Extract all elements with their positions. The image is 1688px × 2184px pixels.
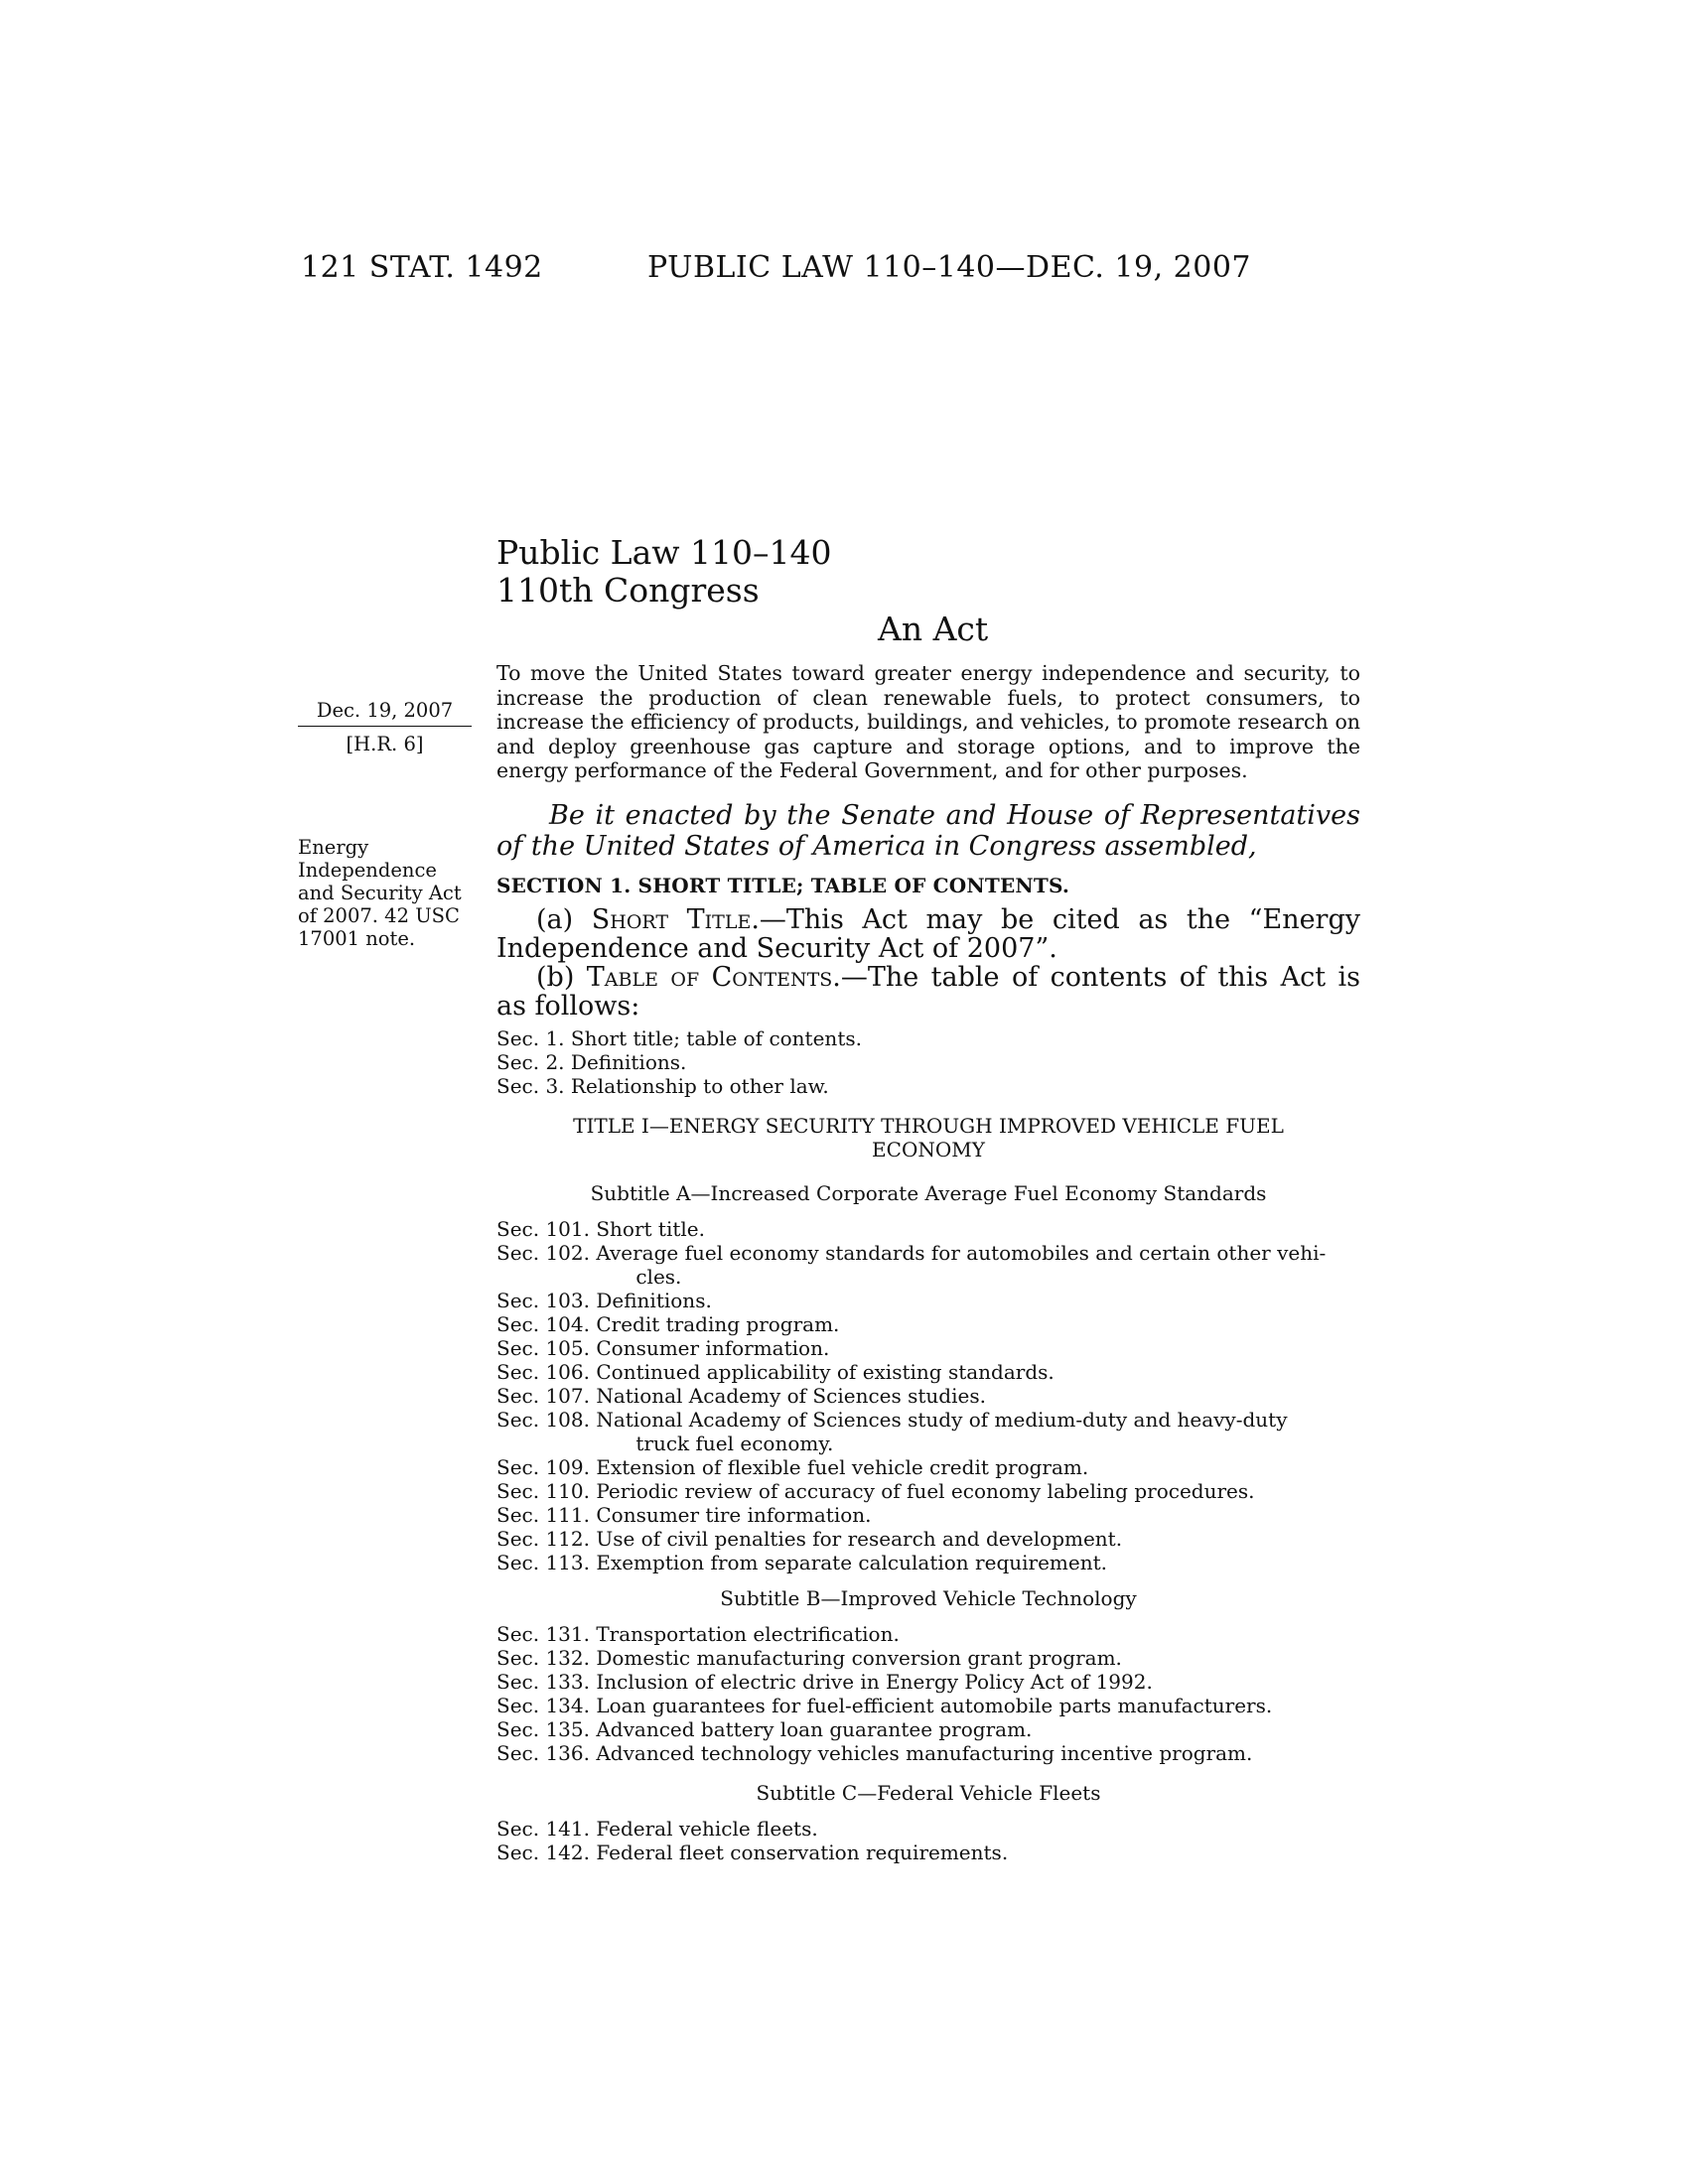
- subtitle-c-list: [496, 1817, 1360, 1864]
- toc-item: Sec. 3. Relationship to other law.: [496, 1074, 829, 1098]
- subtitle-a-list: [496, 1217, 1360, 1574]
- act-purpose: To move the United States toward greater energy independence and security, to increase the production of clean renewable fuels, to protect consumers, to increase the efficiency of products, buildings, and vehicles, to promote research on and deploy greenhouse gas capture and storage options, and to improve the energy performance of the Federal Government, and for other purposes.: [496, 661, 1360, 782]
- subtitle-a-heading: Subtitle A—Increased Corporate Average Fuel Economy Standards: [590, 1181, 1267, 1205]
- toc-item: Sec. 136. Advanced technology vehicles manufacturing incentive program.: [496, 1741, 1253, 1765]
- toc-item: Sec. 104. Credit trading program.: [496, 1312, 840, 1336]
- toc-item: Sec. 105. Consumer information.: [496, 1336, 830, 1360]
- margin-date-block: [298, 699, 472, 755]
- toc-item: Sec. 103. Definitions.: [496, 1289, 712, 1312]
- congress-number: 110th Congress: [496, 571, 760, 610]
- toc-item: Sec. 134. Loan guarantees for fuel-efficient automobile parts manufacturers.: [496, 1694, 1273, 1717]
- toc-item: Sec. 109. Extension of flexible fuel vehicle credit program.: [496, 1455, 1089, 1479]
- title-block: [496, 534, 831, 610]
- margin-note-short-title: Energy Independence and Security Act of 2007. 42 USC 17001 note.: [298, 836, 462, 950]
- toc-item: Sec. 131. Transportation electrification.: [496, 1622, 900, 1646]
- an-act-heading: An Act: [878, 610, 989, 648]
- section-1-b: (b) Table of Contents.—The table of contents of this Act is as follows:: [496, 962, 1360, 1022]
- toc-item: Sec. 1. Short title; table of contents.: [496, 1026, 862, 1050]
- toc-item: Sec. 141. Federal vehicle fleets.: [496, 1817, 818, 1841]
- stat-page-number: 121 STAT. 1492: [301, 250, 543, 285]
- public-law-number: Public Law 110–140: [496, 533, 832, 572]
- toc-item: Sec. 2. Definitions.: [496, 1050, 687, 1074]
- section-1-a: (a) Short Title.—This Act may be cited as the “Energy Independence and Security Act of 2007”.: [496, 904, 1361, 964]
- running-head: PUBLIC LAW 110–140—DEC. 19, 2007: [647, 250, 1252, 285]
- toc-item: Sec. 113. Exemption from separate calculation requirement.: [496, 1551, 1107, 1574]
- toc-item: Sec. 111. Consumer tire information.: [496, 1503, 872, 1527]
- subtitle-b-list: [496, 1622, 1360, 1765]
- toc-item: Sec. 112. Use of civil penalties for research and development.: [496, 1527, 1123, 1551]
- margin-divider: [298, 726, 472, 727]
- toc-item: Sec. 132. Domestic manufacturing conversion grant program.: [496, 1646, 1122, 1670]
- toc-item: Sec. 107. National Academy of Sciences studies.: [496, 1384, 986, 1408]
- toc-intro-list: [496, 1026, 1360, 1098]
- table-of-contents-caps: Table of Contents: [586, 962, 833, 993]
- margin-date: Dec. 19, 2007: [316, 699, 454, 722]
- toc-item: Sec. 142. Federal fleet conservation requirements.: [496, 1841, 1009, 1864]
- toc-item: Sec. 106. Continued applicability of existing standards.: [496, 1360, 1055, 1384]
- toc-item: Sec. 108. National Academy of Sciences study of medium-duty and heavy-duty truck fuel economy.: [496, 1408, 1288, 1455]
- toc-item: Sec. 110. Periodic review of accuracy of fuel economy labeling procedures.: [496, 1479, 1255, 1503]
- enacting-clause: Be it enacted by the Senate and House of Representatives of the United States of America in Congress assembled,: [496, 800, 1360, 862]
- margin-bill: [H.R. 6]: [346, 733, 424, 755]
- subtitle-b-heading: Subtitle B—Improved Vehicle Technology: [720, 1586, 1137, 1610]
- subtitle-c-heading: Subtitle C—Federal Vehicle Fleets: [756, 1781, 1101, 1805]
- short-title-caps: Short Title: [591, 904, 752, 935]
- toc-item: Sec. 101. Short title.: [496, 1217, 705, 1241]
- toc-item: Sec. 135. Advanced battery loan guarantee program.: [496, 1717, 1033, 1741]
- title-1-heading: TITLE I—ENERGY SECURITY THROUGH IMPROVED VEHICLE FUEL ECONOMY: [573, 1114, 1284, 1161]
- toc-item: Sec. 133. Inclusion of electric drive in Energy Policy Act of 1992.: [496, 1670, 1153, 1694]
- toc-item: Sec. 102. Average fuel economy standards for automobiles and certain other vehi- cles.: [496, 1241, 1327, 1289]
- section-1-heading: SECTION 1. SHORT TITLE; TABLE OF CONTENTS.: [496, 874, 1070, 897]
